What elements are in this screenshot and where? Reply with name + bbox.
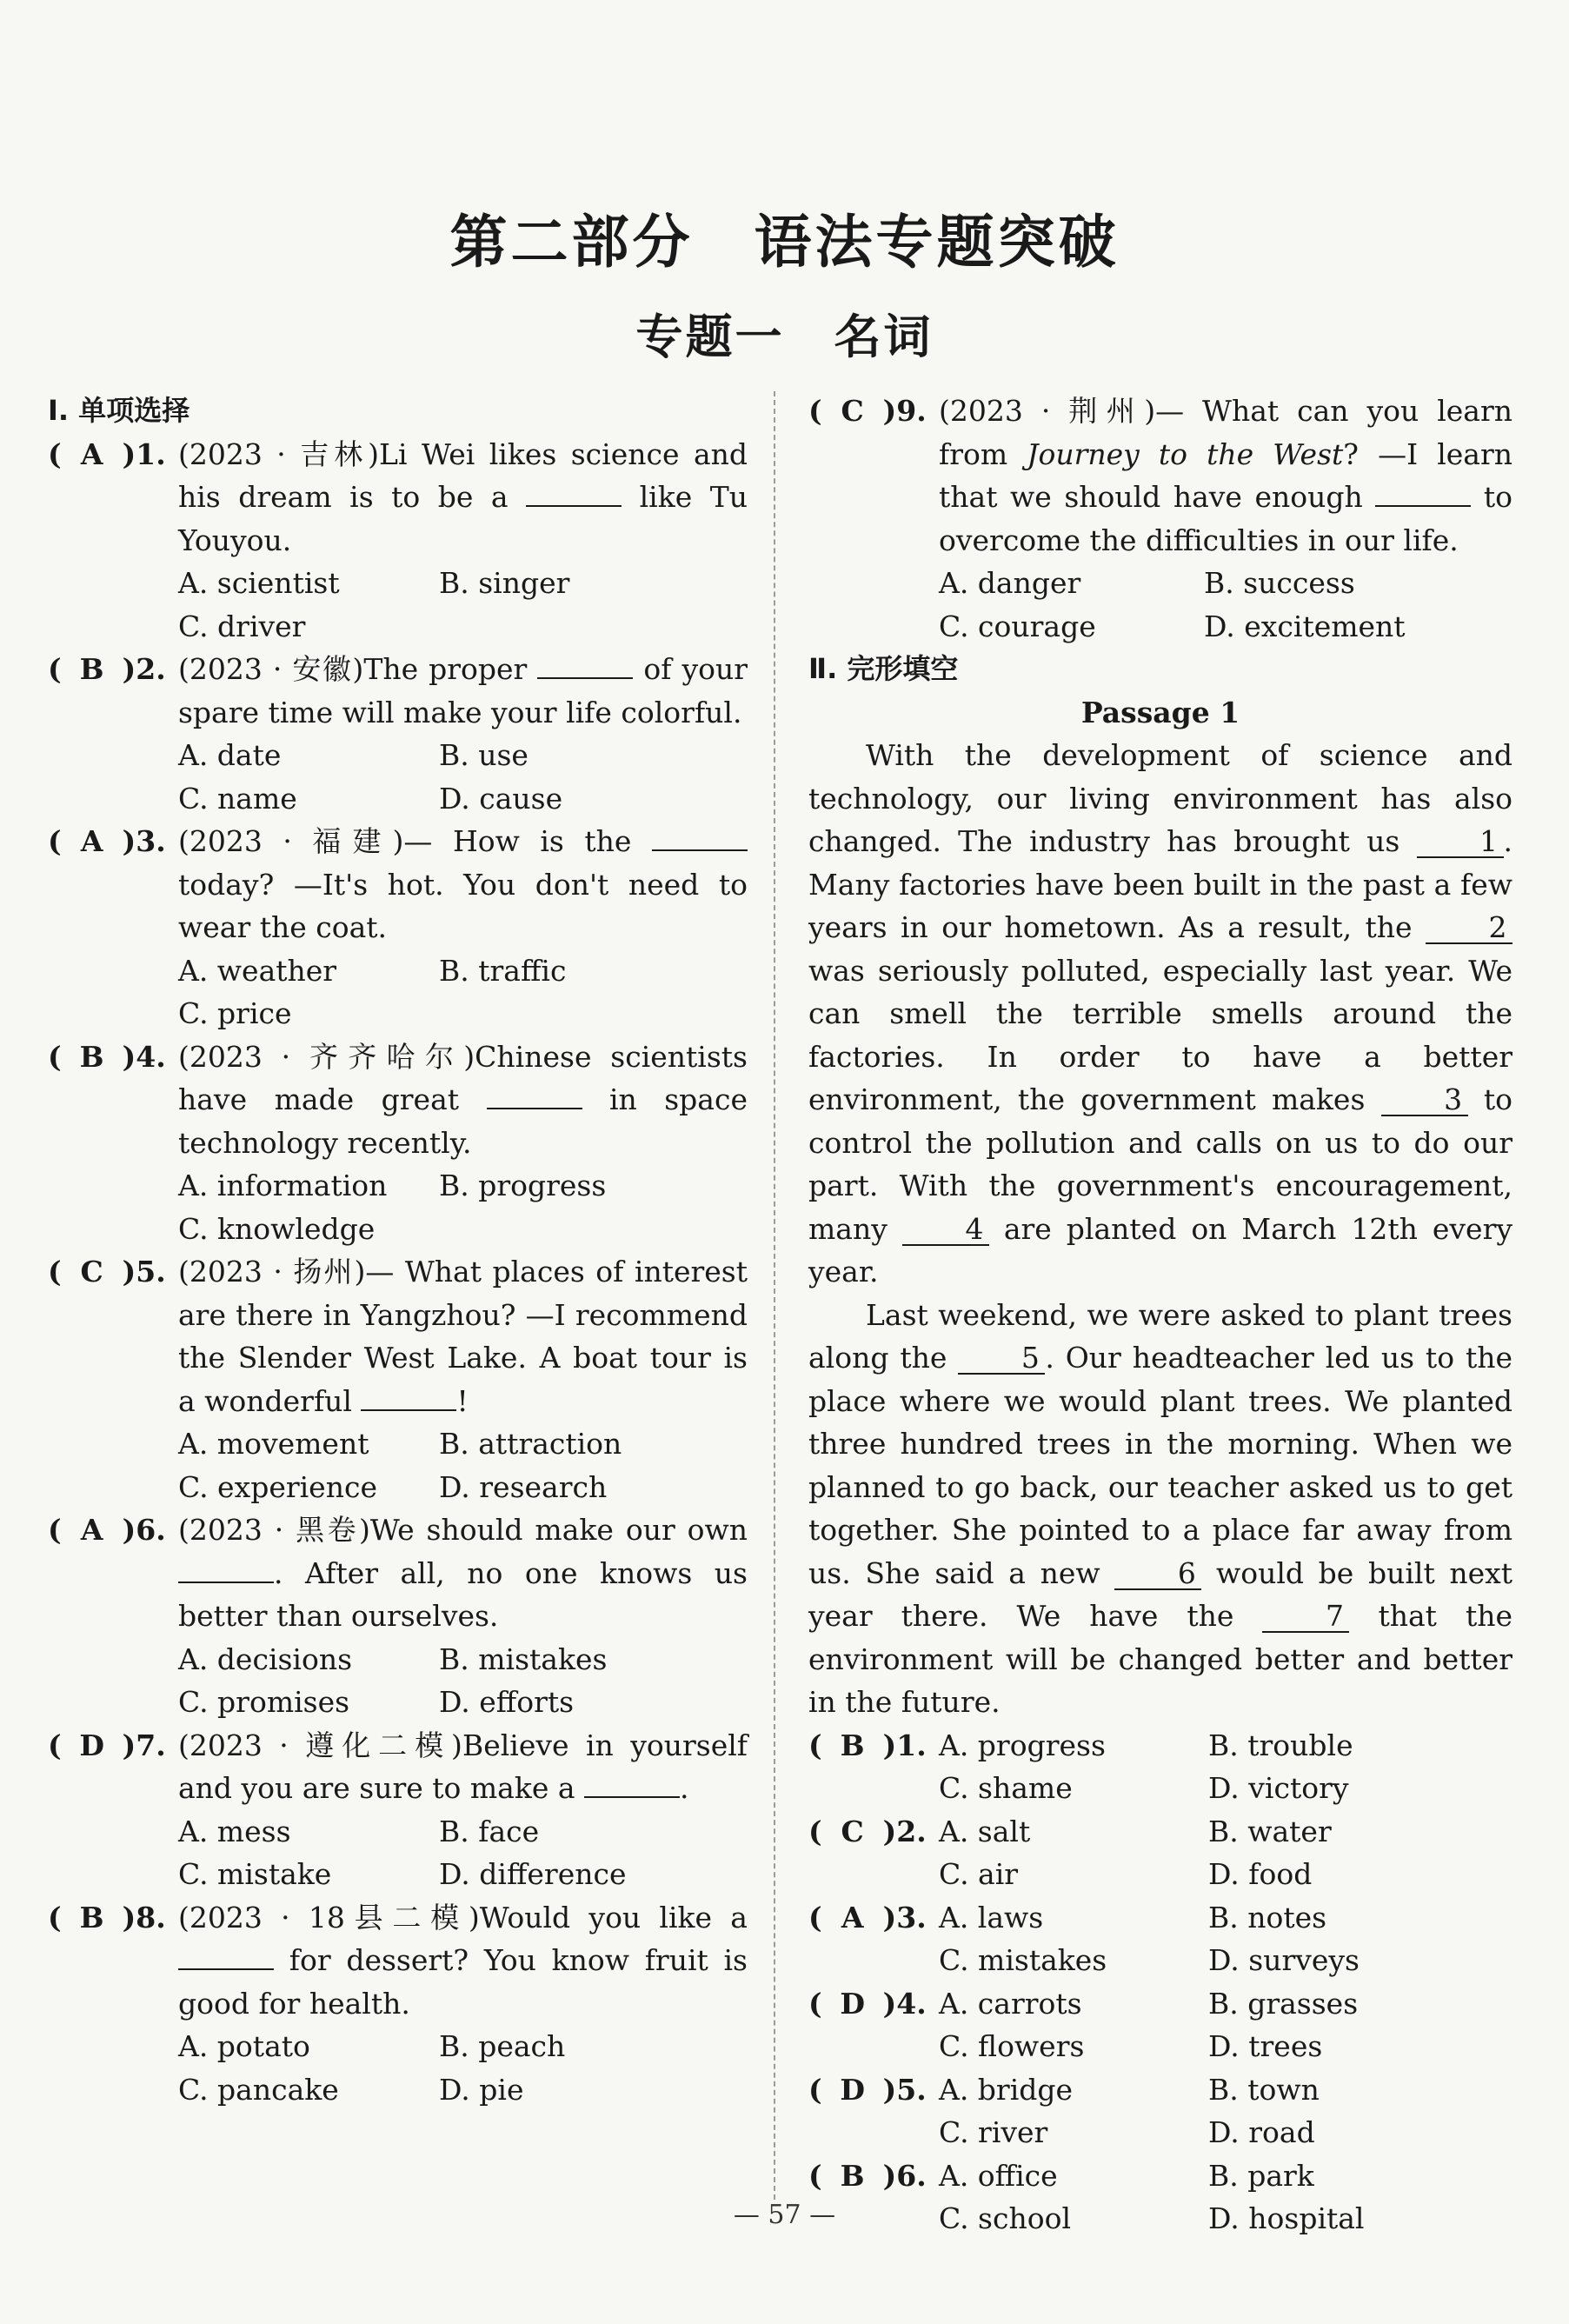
- stem-text: !: [456, 1383, 469, 1418]
- option: C. air: [939, 1857, 1019, 1891]
- option: A. office: [939, 2158, 1058, 2193]
- option: D. road: [1208, 2115, 1315, 2149]
- spacer: [808, 1767, 939, 1810]
- stem-text: — How is the: [403, 824, 652, 858]
- spacer: [808, 2025, 939, 2068]
- stem-text: — What places of interest are there in Yangzhou? —I recommend the Slender West Lake. A boat tour is a wonderful: [178, 1255, 748, 1418]
- option: A. danger: [939, 566, 1081, 600]
- answer-blank: [652, 823, 748, 851]
- options: [178, 1638, 748, 1724]
- option: B. success: [1204, 566, 1355, 600]
- answer-letter: A: [841, 1900, 864, 1934]
- answer-letter: C: [841, 394, 864, 428]
- answer-marker: ( C )5.: [48, 1250, 178, 1508]
- answer-letter: D: [840, 2072, 865, 2107]
- option: B. attraction: [439, 1427, 622, 1461]
- option: A. progress: [939, 1728, 1106, 1762]
- option: C. mistakes: [939, 1943, 1107, 1977]
- answer-marker: ( C )2.: [808, 1810, 939, 1854]
- question-body: [178, 648, 748, 820]
- spacer: [808, 1853, 939, 1896]
- cloze-question-4: [808, 1982, 1512, 2068]
- answer-blank: [526, 479, 622, 507]
- question-5: [48, 1250, 748, 1508]
- options: [178, 1810, 748, 1896]
- numbered-blank: 4: [902, 1215, 989, 1246]
- numbered-blank: 1: [1417, 827, 1504, 858]
- question-body: [178, 1250, 748, 1508]
- question-number: 1.: [136, 436, 166, 471]
- answer-blank: [584, 1770, 680, 1798]
- option: B. water: [1208, 1814, 1332, 1848]
- option: A. potato: [178, 2029, 310, 2063]
- question-number: 4.: [136, 1039, 166, 1074]
- option: C. knowledge: [178, 1211, 376, 1246]
- cloze-question-2: [808, 1810, 1512, 1896]
- stem-text: Chinese scientists have made great: [178, 1039, 748, 1116]
- numbered-blank: 6: [1114, 1559, 1201, 1590]
- answer-marker: ( B )8.: [48, 1896, 178, 2112]
- option: B. face: [439, 1814, 540, 1848]
- question-body: [178, 820, 748, 1035]
- stem-text: The proper: [363, 652, 538, 686]
- question-source: (2023 · 吉林): [178, 436, 380, 471]
- answer-letter: A: [80, 1513, 103, 1547]
- passage-text: would be built next year there. We have the: [808, 1555, 1513, 1633]
- book-title: Journey to the West: [1027, 436, 1344, 471]
- option: B. use: [439, 738, 529, 772]
- stem-text: today? —It's hot. You don't need to wear the coat.: [178, 867, 748, 944]
- passage-text: was seriously polluted, especially last year. We can smell the terrible smells around the factories. In order to have a better environment, the government makes: [808, 953, 1512, 1116]
- question-body: [939, 390, 1512, 648]
- question-number: 6.: [136, 1513, 166, 1547]
- answer-letter: B: [79, 1900, 104, 1934]
- question-stem: [939, 390, 1512, 562]
- stem-text: in space technology recently.: [178, 1082, 748, 1160]
- option: A. carrots: [939, 1986, 1082, 2021]
- option: B. grasses: [1208, 1986, 1359, 2021]
- option: D. difference: [439, 1857, 627, 1891]
- answer-marker: ( B )4.: [48, 1035, 178, 1251]
- cloze-question-5: [808, 2068, 1512, 2154]
- question-2: [48, 648, 748, 820]
- question-6: [48, 1508, 748, 1724]
- stem-text: Would you like a: [479, 1900, 748, 1934]
- answer-letter: C: [80, 1255, 103, 1289]
- option: C. promises: [178, 1685, 350, 1719]
- question-body: [178, 433, 748, 649]
- stem-text: .: [680, 1771, 689, 1805]
- option: D. excitement: [1204, 609, 1406, 643]
- passage-title: Passage 1: [1080, 695, 1240, 729]
- question-source: (2023 · 遵化二模): [178, 1728, 462, 1762]
- answer-letter: B: [840, 1728, 865, 1762]
- stem-text: for dessert? You know fruit is good for health.: [178, 1943, 748, 2021]
- part-title: 第二部分 语法专题突破: [449, 209, 1120, 276]
- cloze-questions: [808, 1724, 1512, 2241]
- option: C. flowers: [939, 2029, 1085, 2063]
- answer-marker: ( B )2.: [48, 648, 178, 820]
- cloze-question-1: [808, 1724, 1512, 1810]
- option: C. driver: [178, 609, 306, 643]
- section-cloze-heading: Ⅱ. 完形填空: [808, 652, 959, 685]
- answer-marker: ( A )6.: [48, 1508, 178, 1724]
- option: B. trouble: [1208, 1728, 1353, 1762]
- option: A. weather: [178, 953, 337, 988]
- question-source: (2023 · 齐齐哈尔): [178, 1039, 475, 1074]
- answer-marker: ( D )4.: [808, 1982, 939, 2026]
- option: A. decisions: [178, 1641, 353, 1676]
- question-stem: [178, 1508, 748, 1638]
- option: A. movement: [178, 1427, 369, 1461]
- answer-marker: ( C )9.: [808, 390, 939, 648]
- passage-paragraph-2: [808, 1294, 1512, 1724]
- question-number: 3.: [136, 824, 166, 858]
- option: B. town: [1208, 2072, 1320, 2107]
- stem-text: We should make our own: [369, 1513, 748, 1547]
- passage-text: Last weekend, we were asked to plant trees along the: [808, 1297, 1512, 1375]
- option: C. school: [939, 2201, 1072, 2235]
- spacer: [808, 1939, 939, 1982]
- question-number: 2.: [136, 652, 166, 686]
- option: C. experience: [178, 1469, 377, 1504]
- question-1: [48, 433, 748, 649]
- numbered-blank: 2: [1426, 913, 1512, 944]
- question-source: (2023 · 黑卷): [178, 1513, 370, 1547]
- question-source: (2023 · 福建): [178, 824, 404, 858]
- option: D. efforts: [439, 1685, 575, 1719]
- passage-text: are planted on March 12th every year.: [808, 1211, 1512, 1289]
- question-stem: [178, 1724, 748, 1810]
- cloze-question-3: [808, 1896, 1512, 1982]
- option: A. information: [178, 1169, 388, 1202]
- options: [178, 2025, 748, 2111]
- question-7: [48, 1724, 748, 1896]
- answer-letter: D: [840, 1986, 865, 2021]
- option: A. bridge: [939, 2072, 1074, 2107]
- option: B. park: [1208, 2158, 1314, 2193]
- option: C. mistake: [178, 1857, 332, 1891]
- answer-blank: [178, 1942, 274, 1970]
- stem-text: to overcome the difficulties in our life.: [939, 480, 1513, 557]
- stem-text: . After all, no one knows us better than ourselves.: [178, 1555, 748, 1633]
- answer-letter: B: [840, 2158, 865, 2193]
- question-8: [48, 1896, 748, 2112]
- option: A. date: [178, 738, 282, 772]
- option: A. mess: [178, 1814, 291, 1848]
- option: D. pie: [439, 2072, 524, 2107]
- answer-letter: B: [79, 1039, 104, 1074]
- option: B. traffic: [439, 953, 567, 988]
- option: C. price: [178, 996, 292, 1030]
- topic-title: 专题一 名词: [635, 310, 934, 364]
- passage-text: With the development of science and technology, our living environment has also changed. The industry has brought us: [808, 738, 1512, 858]
- question-number: 6.: [896, 2158, 927, 2193]
- question-source: (2023 · 安徽): [178, 652, 364, 686]
- spacer: [808, 2111, 939, 2154]
- question-stem: [178, 1250, 748, 1422]
- answer-letter: C: [841, 1814, 864, 1848]
- answer-blank: [178, 1555, 274, 1583]
- stem-text: Believe in yourself and you are sure to make a: [178, 1728, 748, 1805]
- question-body: [178, 1508, 748, 1724]
- option: A. salt: [939, 1814, 1031, 1848]
- single-choice-list: [48, 433, 748, 2112]
- stem-text: — What can you learn from: [939, 394, 1513, 471]
- option: D. surveys: [1208, 1943, 1360, 1977]
- option: A. laws: [939, 1900, 1044, 1934]
- numbered-blank: 7: [1262, 1601, 1349, 1633]
- option: D. trees: [1208, 2029, 1323, 2063]
- question-number: 4.: [896, 1986, 927, 2021]
- column-divider: [774, 391, 775, 2200]
- question-number: 5.: [896, 2072, 927, 2107]
- passage-text: . Our headteacher led us to the place where we would plant trees. We planted three hundred trees in the morning. When we planned to go back, our teacher asked us to get together. She pointed to a place far away from us. She said a new: [808, 1341, 1513, 1590]
- passage-text: . Many factories have been built in the past a few years in our hometown. As a result, the: [808, 824, 1512, 944]
- option: D. food: [1208, 1857, 1313, 1891]
- answer-marker: ( B )6.: [808, 2154, 939, 2198]
- question-number: 3.: [896, 1900, 927, 1934]
- question-stem: [178, 1035, 748, 1165]
- option: D. victory: [1208, 1771, 1349, 1805]
- stem-text: ? —I learn that we should have enough: [939, 436, 1512, 514]
- question-stem: [178, 648, 748, 734]
- answer-letter: B: [79, 652, 104, 686]
- left-column: [48, 390, 748, 2111]
- option: C. name: [178, 781, 297, 816]
- options: [178, 1422, 748, 1508]
- option: D. research: [439, 1469, 608, 1504]
- answer-blank: [361, 1383, 456, 1411]
- answer-marker: ( A )3.: [808, 1896, 939, 1940]
- answer-letter: D: [79, 1728, 104, 1762]
- answer-blank: [487, 1082, 582, 1109]
- option: B. peach: [439, 2029, 566, 2063]
- question-number: 2.: [896, 1814, 927, 1848]
- option: C. courage: [939, 609, 1096, 643]
- question-source: (2023 · 18县二模): [178, 1900, 480, 1934]
- question-number: 1.: [896, 1728, 927, 1762]
- question-body: [178, 1724, 748, 1896]
- question-3: [48, 820, 748, 1035]
- question-body: [178, 1896, 748, 2112]
- options: [178, 734, 748, 820]
- answer-marker: ( D )7.: [48, 1724, 178, 1896]
- answer-marker: ( A )3.: [48, 820, 178, 1035]
- options: [178, 949, 748, 1035]
- option: D. hospital: [1208, 2201, 1365, 2235]
- answer-marker: ( B )1.: [808, 1724, 939, 1768]
- question-number: 5.: [136, 1255, 166, 1289]
- option: B. mistakes: [439, 1641, 608, 1676]
- page-number: — 57 —: [733, 2200, 836, 2230]
- question-stem: [178, 1896, 748, 2026]
- option: B. singer: [439, 566, 570, 600]
- answer-marker: ( A )1.: [48, 433, 178, 649]
- numbered-blank: 3: [1381, 1085, 1468, 1116]
- stem-text: of your spare time will make your life colorful.: [178, 652, 748, 729]
- answer-letter: A: [80, 436, 103, 471]
- answer-marker: ( D )5.: [808, 2068, 939, 2112]
- answer-letter: A: [80, 824, 103, 858]
- options: [178, 1164, 748, 1250]
- question-4: [48, 1035, 748, 1251]
- question-source: (2023 · 扬州): [178, 1255, 366, 1289]
- question-number: 8.: [136, 1900, 166, 1934]
- option: B. progress: [439, 1169, 607, 1202]
- stem-text: Li Wei likes science and his dream is to be a: [178, 436, 748, 514]
- option: C. pancake: [178, 2072, 339, 2107]
- option: C. shame: [939, 1771, 1073, 1805]
- answer-blank: [1375, 479, 1471, 507]
- question-9: [808, 390, 1512, 648]
- question-number: 7.: [136, 1728, 166, 1762]
- question-stem: [178, 433, 748, 563]
- section-single-choice-heading: Ⅰ. 单项选择: [48, 394, 190, 427]
- question-stem: [178, 820, 748, 949]
- question-source: (2023 · 荆州): [939, 394, 1156, 428]
- option: D. cause: [439, 781, 563, 816]
- question-number: 9.: [896, 394, 927, 428]
- option: A. scientist: [178, 566, 340, 600]
- passage-text: that the environment will be changed better and better in the future.: [808, 1599, 1513, 1719]
- passage-text: to control the pollution and calls on us to do our part. With the government's encouragement, many: [808, 1082, 1512, 1246]
- answer-blank: [537, 651, 633, 679]
- options: [178, 562, 748, 648]
- passage-paragraph-1: [808, 734, 1512, 1294]
- options: [939, 562, 1512, 648]
- option: C. river: [939, 2115, 1048, 2149]
- numbered-blank: 5: [958, 1343, 1045, 1375]
- right-column: [808, 390, 1512, 2241]
- stem-text: like Tu Youyou.: [178, 480, 748, 557]
- question-body: [178, 1035, 748, 1251]
- option: B. notes: [1208, 1900, 1327, 1934]
- question-9: [808, 390, 1512, 648]
